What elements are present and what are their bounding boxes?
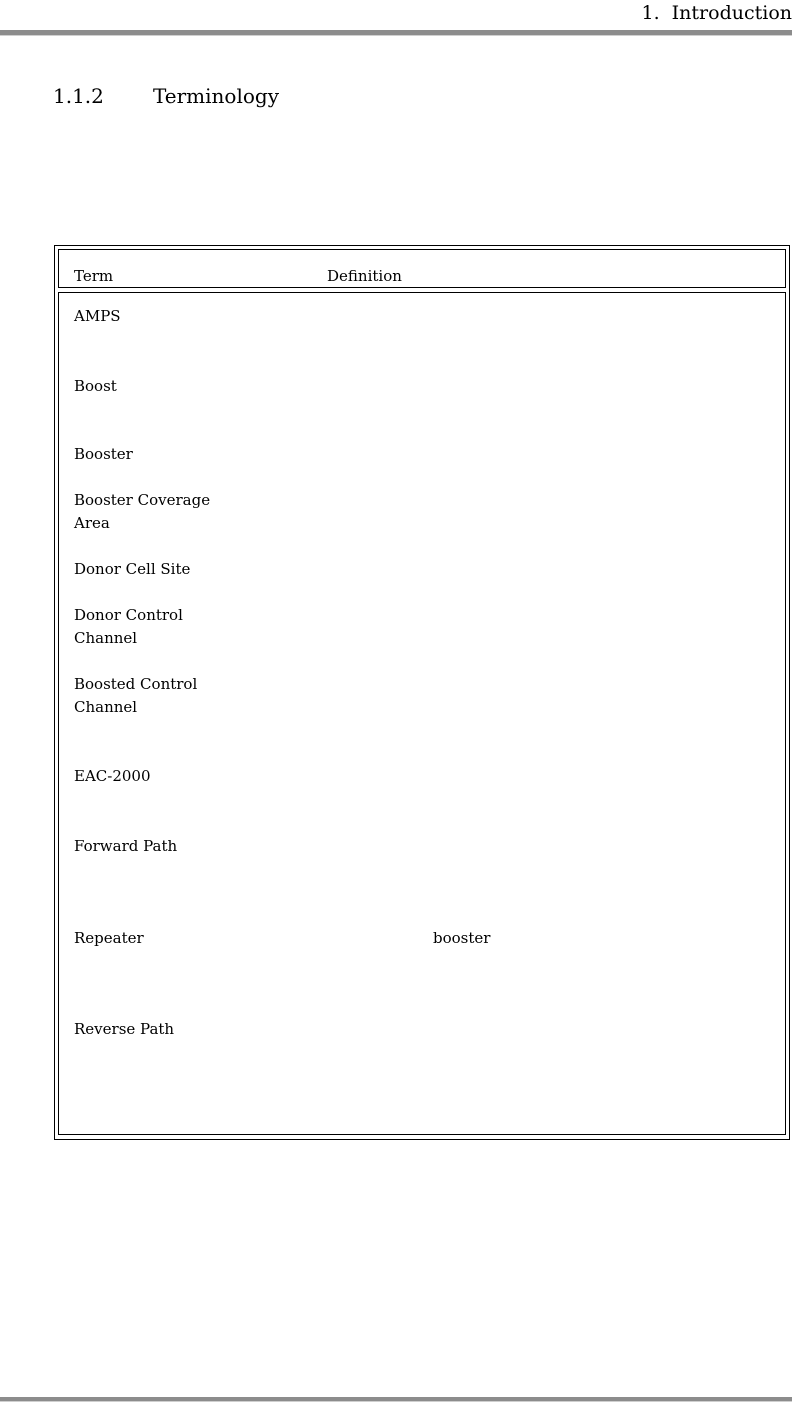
running-header bbox=[642, 2, 792, 24]
table-body bbox=[58, 292, 786, 1135]
column-header-definition: Definition bbox=[327, 267, 402, 285]
term-forward-path: Forward Path bbox=[74, 837, 178, 855]
term-booster-coverage-area: Booster Coverage Area bbox=[74, 491, 211, 532]
terminology-table bbox=[54, 245, 790, 1140]
footer-rule bbox=[0, 1397, 792, 1402]
section-heading bbox=[53, 84, 279, 108]
table-header-row bbox=[58, 249, 786, 288]
chapter-number: 1. bbox=[641, 2, 660, 24]
term-repeater: Repeater bbox=[74, 929, 144, 947]
definition-fragment-repeater: booster bbox=[433, 929, 491, 947]
term-boost: Boost bbox=[74, 377, 117, 395]
chapter-title: Introduction bbox=[671, 2, 792, 24]
term-donor-cell-site: Donor Cell Site bbox=[74, 560, 191, 578]
term-booster: Booster bbox=[74, 445, 133, 463]
header-rule bbox=[0, 30, 792, 36]
term-boosted-control-channel: Boosted Control Channel bbox=[74, 675, 198, 716]
term-donor-control-channel: Donor Control Channel bbox=[74, 606, 183, 647]
term-amps: AMPS bbox=[74, 307, 121, 325]
term-reverse-path: Reverse Path bbox=[74, 1020, 175, 1038]
term-eac-2000: EAC-2000 bbox=[74, 767, 151, 785]
section-number: 1.1.2 bbox=[53, 84, 104, 108]
column-header-term: Term bbox=[74, 267, 114, 285]
section-title: Terminology bbox=[153, 84, 280, 108]
